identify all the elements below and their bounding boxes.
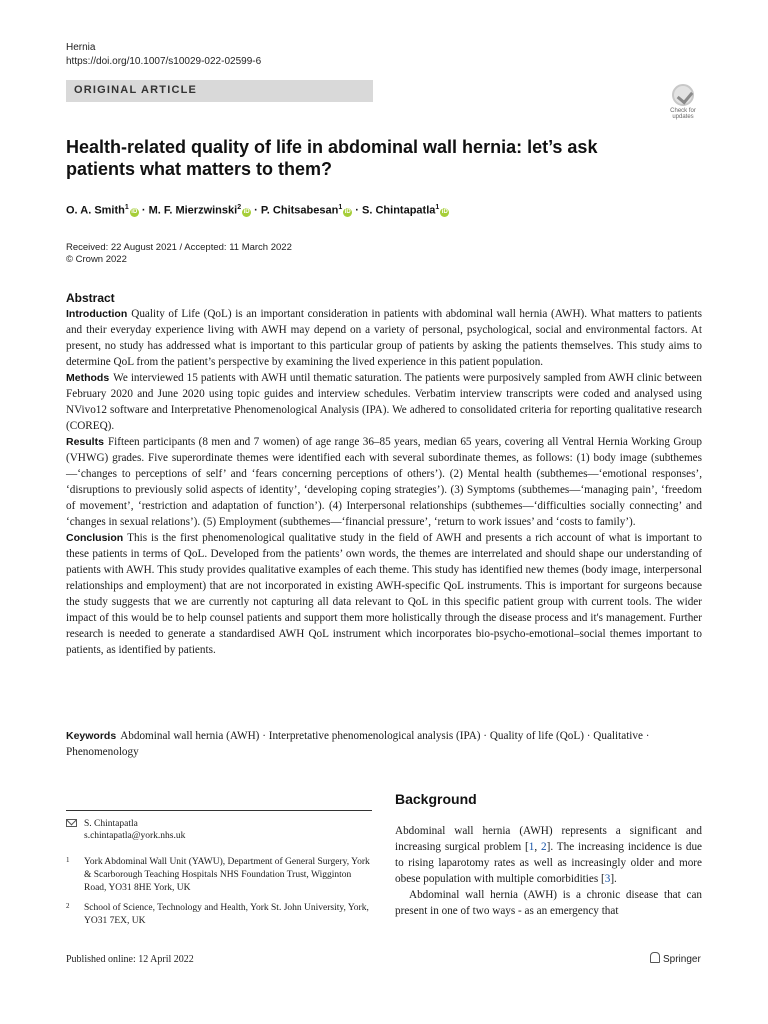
author-name[interactable]: S. Chintapatla: [362, 204, 436, 217]
section-label: Methods: [66, 372, 110, 384]
affiliation-text: School of Science, Technology and Health, York St. John University, York, YO31 7EX, UK: [84, 903, 369, 926]
copyright-notice: © Crown 2022: [66, 254, 127, 265]
abstract-heading: Abstract: [66, 291, 115, 305]
keywords-text: Abdominal wall hernia (AWH) · Interpretative phenomenological analysis (IPA) · Quality of life (QoL) · Qualitative · Phenomenology: [66, 730, 650, 758]
keywords: [66, 728, 702, 760]
author-name[interactable]: O. A. Smith: [66, 204, 125, 217]
author-name[interactable]: P. Chitsabesan: [260, 204, 339, 217]
article-dates: [66, 242, 292, 266]
background-paragraph: Abdominal wall hernia (AWH) is a chronic disease that can present in one of two ways - as an emergency that: [395, 889, 702, 917]
author-affiliation-number: 1: [338, 204, 343, 211]
envelope-icon: [66, 819, 77, 827]
section-text: Fifteen participants (8 men and 7 women) of age range 36–85 years, median 65 years, covering all Ventral Hernia Working Group (VHWG) grades. Five superordinate themes were identified each with several subordinate themes, as follows: (1) body image (subthemes—‘changes to perceptions of self’ and ‘fears concerning perceptions of others’). (2) Mental health (subthemes—‘emotional responses’, ‘disruptions to previously solid aspects of identity’, ‘developing coping strategies’). (3) Symptoms (subthemes—‘managing pain’, ‘freedom of movement’, ‘restriction and adaptation of function’). (4) Interpersonal relationships (subthemes—‘difficulties socially connecting’ and ‘changes in sexual relations’). (5) Employment (subthemes—‘financial pressure’, ‘return to work issues’ and ‘costs to family’).: [66, 436, 702, 528]
article-type-banner: ORIGINAL ARTICLE: [66, 80, 373, 102]
journal-name: Hernia: [66, 42, 96, 53]
footnote-divider: [66, 810, 372, 811]
affiliation-1: [66, 856, 372, 895]
author-separator: ·: [251, 204, 261, 217]
corresponding-author: [66, 818, 372, 842]
background-text: [395, 823, 702, 919]
check-for-updates-label: Check for updates: [670, 108, 696, 120]
abstract-section-conclusion: [66, 530, 702, 658]
publisher-logo: [650, 952, 701, 965]
abstract-section-introduction: [66, 306, 702, 370]
affiliation-text: York Abdominal Wall Unit (YAWU), Department of General Surgery, York & Scarborough Teaching Hospitals NHS Foundation Trust, Wigginton Road, YO31 8HE York, UK: [84, 857, 370, 893]
author-list: [66, 204, 449, 217]
section-text: This is the first phenomenological qualitative study in the field of AWH and presents a rich account of what is important to these patients in terms of QoL. Developed from the patients’ own words, the themes are interrelated and should shape our understanding of patients with AWH. This study provides qualitative examples of each theme. This study has identified new themes (body image, interpersonal relationships and employment) that are not incorporated in existing AWH-specific QoL instruments. This is important for surgeons because the study suggests that we are currently not capturing all data relevant to QoL in this specific patient group with current tools. The wider impact of this would be to help counsel patients and support them more holistically through the disease process and it's management. Further research is needed to generate a standardised AWH QoL instrument which incorporates bio-psycho-emotional–social themes important to patients, as identified by patients.: [66, 532, 702, 656]
affiliation-number: 1: [66, 856, 70, 864]
background-heading: Background: [395, 791, 477, 807]
affiliation-2: [66, 902, 372, 928]
citation-link[interactable]: 2: [541, 841, 547, 853]
published-date: Published online: 12 April 2022: [66, 954, 194, 965]
citation-link[interactable]: 1: [528, 841, 535, 853]
author-affiliation-number: 1: [124, 204, 129, 211]
orcid-icon[interactable]: iD: [131, 208, 138, 215]
affiliation-number: 2: [66, 902, 70, 910]
section-text: Quality of Life (QoL) is an important consideration in patients with abdominal wall hernia (AWH). What matters to patients and their everyday experience living with AWH may depend on a variety of personal, psychological, social and environmental factors. At present, no study has addressed what is important to this particular group of patients by asking the patients themselves. This study aims to determine QoL from the patient’s perspective by examining the lived experience in this patient population.: [66, 308, 702, 368]
section-text: We interviewed 15 patients with AWH until thematic saturation. The patients were purposively sampled from AWH clinic between February 2020 and June 2020 using topic guides and interview schedules. Verbatim interview transcripts were coded and analysed using NVivo12 software and Interpretative Phenomenological Analysis (IPA). We adhered to consolidated criteria for reporting qualitative research (COREQ).: [66, 372, 702, 432]
section-label: Results: [66, 436, 104, 448]
article-title: Health-related quality of life in abdominal wall hernia: let’s ask patients what matters to them?: [66, 137, 598, 179]
publisher-name: Springer: [663, 954, 701, 965]
author-affiliation-number: 2: [237, 204, 242, 211]
orcid-icon[interactable]: iD: [441, 208, 448, 215]
contact-name: S. Chintapatla: [84, 819, 138, 829]
section-label: Conclusion: [66, 532, 124, 544]
background-paragraph: Abdominal wall hernia (AWH) represents a significant and increasing surgical problem [1, 2]. The increasing incidence is due to rising laparotomy rates as well as increasingly older and more obese population with multiple comorbidities [3].: [395, 825, 703, 885]
abstract-section-methods: [66, 370, 702, 434]
section-label: Introduction: [66, 308, 128, 320]
springer-horse-icon: [650, 952, 660, 963]
abstract: [66, 290, 702, 658]
abstract-section-results: [66, 434, 702, 530]
author-affiliation-number: 1: [435, 204, 440, 211]
citation-link[interactable]: 3: [604, 873, 611, 885]
doi-link[interactable]: https://doi.org/10.1007/s10029-022-02599-6: [66, 56, 262, 67]
orcid-icon[interactable]: iD: [344, 208, 351, 215]
keywords-label: Keywords: [66, 730, 117, 742]
received-accepted-dates: Received: 22 August 2021 / Accepted: 11 March 2022: [66, 242, 292, 253]
author-separator: ·: [138, 204, 149, 217]
check-for-updates-badge[interactable]: [664, 84, 702, 124]
author-separator: ·: [352, 204, 363, 217]
check-for-updates-icon: [672, 84, 694, 106]
contact-email[interactable]: s.chintapatla@york.nhs.uk: [84, 831, 186, 841]
author-name[interactable]: M. F. Mierzwinski: [148, 204, 238, 217]
orcid-icon[interactable]: iD: [243, 208, 250, 215]
